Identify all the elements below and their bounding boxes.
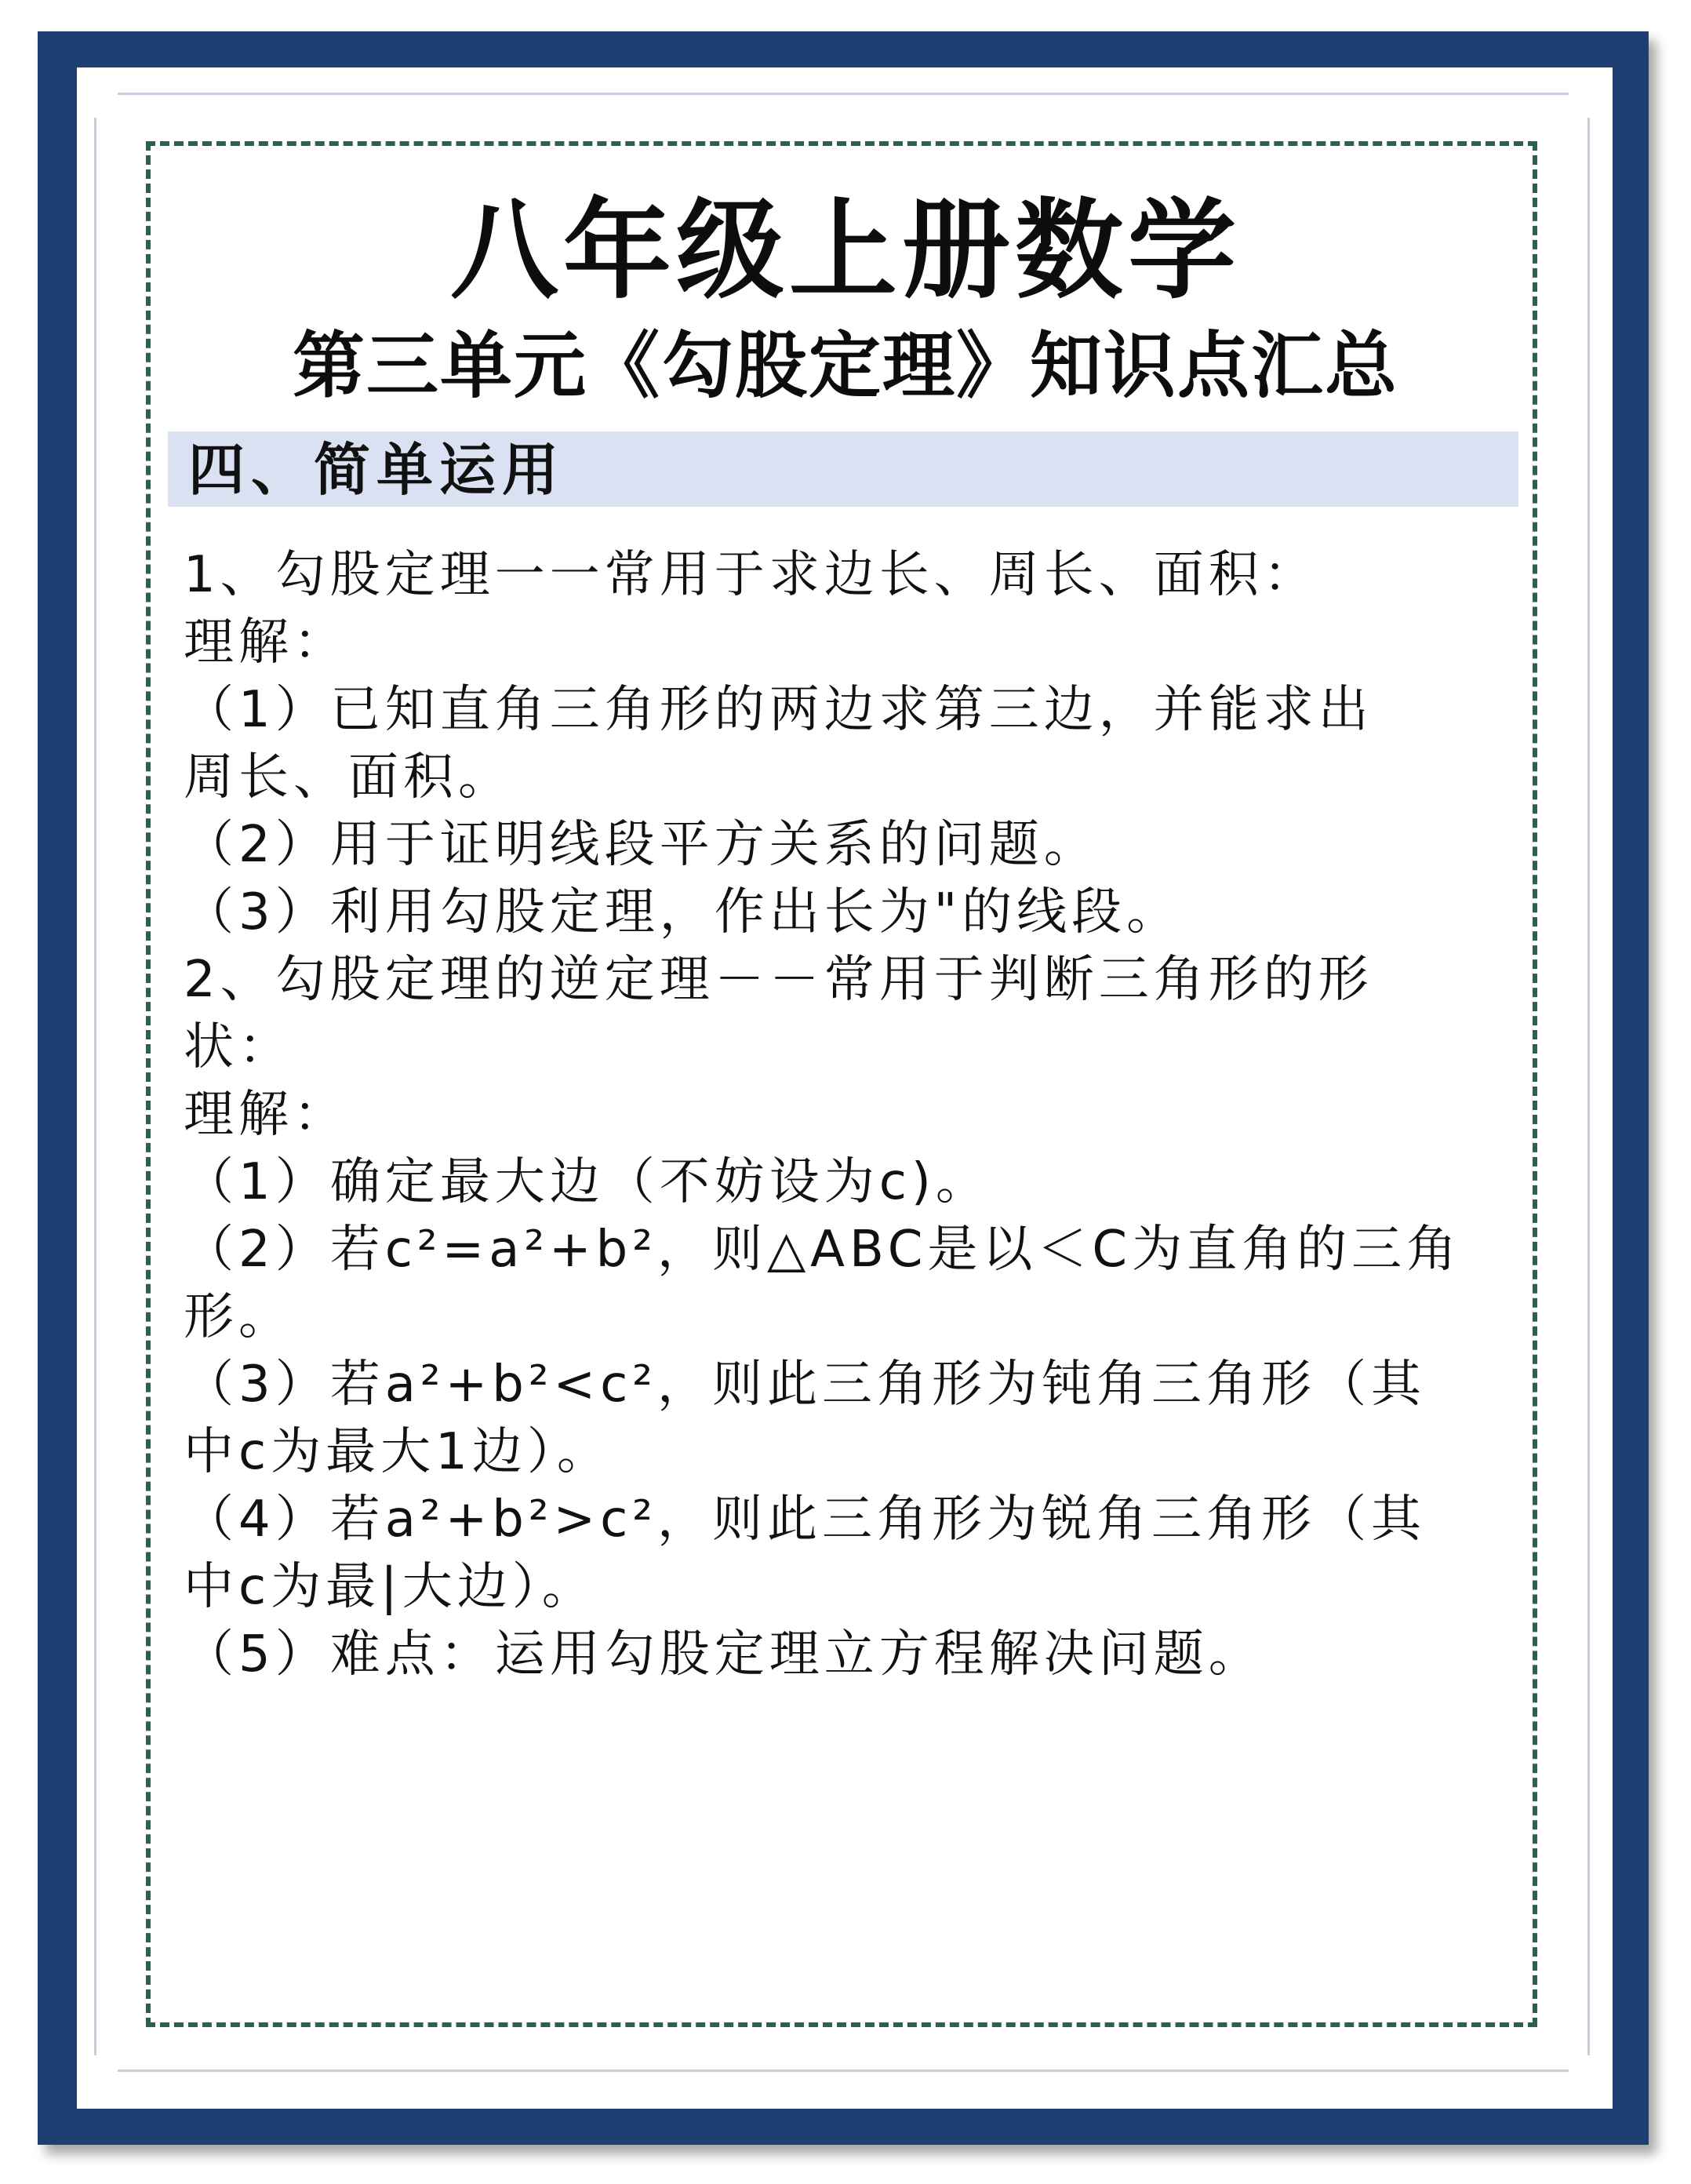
text-line: 形。 bbox=[184, 1288, 293, 1346]
text-line: 周长、面积。 bbox=[184, 748, 513, 806]
content-body bbox=[184, 541, 1470, 1688]
text-line: （1）已知直角三角形的两边求第三边，并能求出 bbox=[184, 681, 1373, 739]
text-line: （2）若c²=a²+b²，则△ABC是以＜C为直角的三角 bbox=[184, 1221, 1462, 1279]
text-line: 中c为最大1边）。 bbox=[184, 1423, 612, 1481]
text-line: 1、勾股定理一一常用于求边长、周长、面积： bbox=[184, 546, 1318, 604]
text-line: 中c为最|大边）。 bbox=[184, 1558, 597, 1616]
page-title: 八年级上册数学 bbox=[449, 187, 1241, 314]
decorative-line-top bbox=[118, 93, 1569, 95]
section-heading: 四、简单运用 bbox=[188, 437, 565, 503]
text-line: （1）确定最大边（不妨设为c)。 bbox=[184, 1153, 991, 1211]
text-line: （3）利用勾股定理，作出长为"的线段。 bbox=[184, 883, 1182, 941]
text-line: （5）难点：运用勾股定理立方程解决问题。 bbox=[184, 1625, 1264, 1684]
text-line: 状： bbox=[184, 1018, 293, 1076]
text-line: （2）用于证明线段平方关系的问题。 bbox=[184, 816, 1099, 874]
decorative-line-bottom bbox=[118, 2069, 1569, 2072]
page-subtitle: 第三单元《勾股定理》知识点汇总 bbox=[292, 324, 1398, 408]
text-line: 理解： bbox=[184, 1086, 348, 1144]
text-line: （4）若a²+b²>c²，则此三角形为锐角三角形（其 bbox=[184, 1491, 1426, 1549]
text-line: （3）若a²+b²<c²，则此三角形为钝角三角形（其 bbox=[184, 1356, 1426, 1414]
text-line: 理解： bbox=[184, 613, 348, 672]
text-line: 2、勾股定理的逆定理－－常用于判断三角形的形 bbox=[184, 951, 1373, 1009]
